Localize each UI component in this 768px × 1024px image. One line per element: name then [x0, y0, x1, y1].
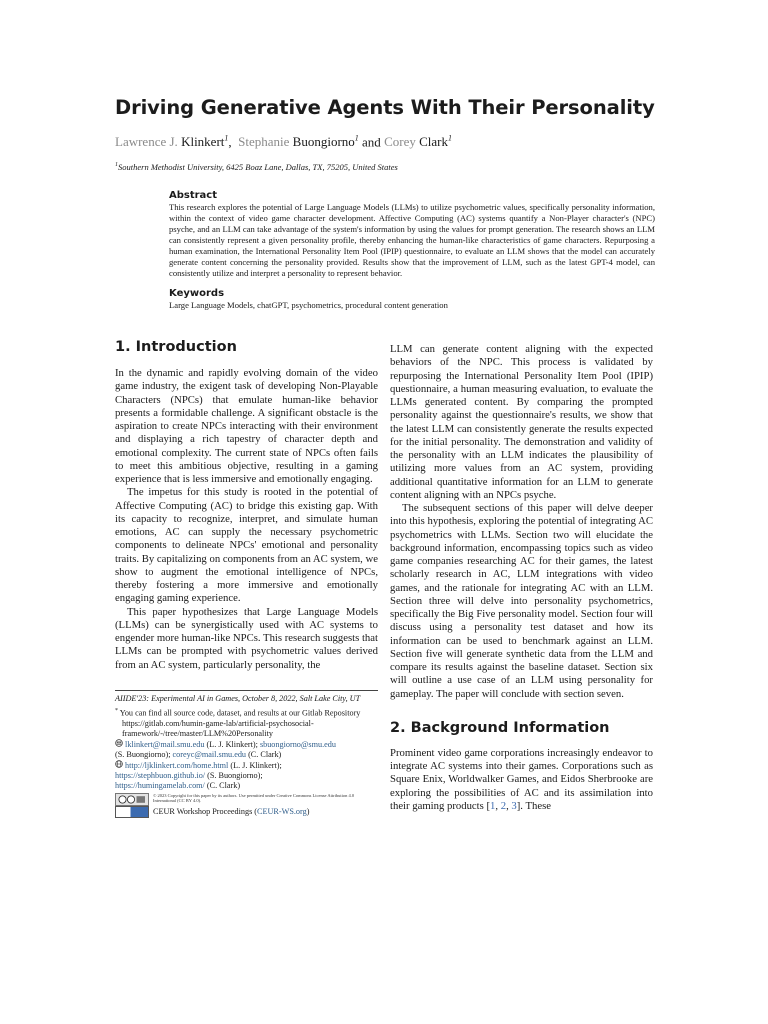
website-line: https://humingamelab.com/ (C. Clark): [115, 781, 241, 791]
email-link[interactable]: coreyc@mail.smu.edu: [172, 750, 247, 760]
email-line: (S. Buongiorno); coreyc@mail.smu.edu (C. Clark): [115, 750, 282, 760]
conference-note: AIIDE'23: Experimental AI in Games, October 8, 2022, Salt Lake City, UT: [115, 694, 361, 703]
website-line: http://ljklinkert.com/home.html (L. J. Klinkert);: [115, 760, 378, 771]
email-link[interactable]: lklinkert@mail.smu.edu: [125, 740, 205, 750]
author-3: Corey Clark$^1$: [384, 134, 452, 150]
citation-link[interactable]: 3: [511, 799, 517, 812]
footnotes: [115, 690, 378, 818]
intro-paragraph-3: This paper hypothesizes that Large Language Models (LLMs) can be synergistically used with AC systems to engender more human-like NPCs. This research suggests that LLMs can be prompted with psychometric values derived from an AC system, particularly personality, the: [115, 605, 378, 671]
website-line: https://stephbuon.github.io/ (S. Buongiorno);: [115, 771, 263, 781]
background-paragraph-1: Prominent video game corporations increasingly endeavor to integrate AC systems into their games. Corporations such as Square Enix, Worldwalker Games, and Eidos Sherbrooke are exploring the possibilities of AC and its assimilation into their gaming products [1, 2, 3]. These: [390, 746, 653, 812]
globe-icon: [115, 760, 123, 768]
repository-url[interactable]: https://gitlab.com/humin-game-lab/artificial-psychosocial-framework/-/tree/master/LLM%20Personality: [122, 718, 314, 739]
intro-paragraph-1: In the dynamic and rapidly evolving domain of the video game industry, the exigent task of developing Non-Playable Characters (NPCs) that emulate human-like behavior presents a formidable challenge. A significant obstacle is the aspiration to create NPCs interacting with their environment and displaying a rich tapestry of character depth and emotional complexity. The current state of NPCs often fails to meet this ambitious objective, resulting in a gaming experience that is less immersive and emotionally engaging.: [115, 367, 378, 485]
section-heading-background: 2. Background Information: [390, 719, 610, 736]
abstract-section: [169, 190, 655, 311]
code-availability-note: * You can find all source code, dataset, and results at our Gitlab Repository https://gitlab.com/humin-game-lab/artificial-psychosocial-framework/-/tree/master/LLM%20Personality: [115, 708, 361, 739]
affiliation: $^1$Southern Methodist University, 6425 Boaz Lane, Dallas, TX, 75205, United States: [115, 162, 398, 172]
abstract-heading: Abstract: [169, 190, 218, 201]
left-column: [115, 339, 378, 672]
author-2: Stephanie Buongiorno$^1$: [238, 134, 359, 150]
license-notice: [115, 793, 378, 806]
website-link[interactable]: https://stephbuon.github.io/: [115, 771, 206, 781]
abstract-text: This research explores the potential of Large Language Models (LLMs) to utilize psychometric values, specifically personality information, within the context of video game character development. Affective Computing (AC) systems quantify a Non-Player character's (NPC) psyche, and an LLM can take advantage of the system's information by using the values for prompt generation. The research shows an LLM can consistently represent a given personality profile, thereby enhancing the human-like characteristics of game characters. Repurposing a human examination, the International Personality Item Pool (IPIP) questionnaire, to evaluate an LLM shows that the model can accurately generate content concerning the personality provided. Results show that the improvement of LLM, such as the latest GPT-4 model, can consistently utilize and interpret a personality to represent behavior.: [169, 202, 655, 278]
author-1: Lawrence J. Klinkert$^1$: [115, 134, 229, 150]
citation-link[interactable]: 1: [490, 799, 496, 812]
creative-commons-badge-icon: [115, 793, 149, 806]
intro-paragraph-4: LLM can generate content aligning with the expected behaviors of the NPC. This process is validated by repurposing the International Personality Item Pool (IPIP) questionnaire, a human measuring evaluation, to evaluate the LLMs generated content. By comparing the prompted personality against the questionnaire's results, we show that the latest LLM can consistently generate the results expected for the initial personality. The demonstration and validity of the personality with an LLM indicates the plausibility of utilizing more values from an AC system, providing additional quantitative information for an LLM to generate content aligning with an NPCs psyche.: [390, 343, 653, 501]
license-text: © 2023 Copyright for this paper by its authors. Use permitted under Creative Commons License Attribution 4.0 International (CC BY 4.0).: [153, 792, 355, 803]
email-line: lklinkert@mail.smu.edu (L. J. Klinkert); sbuongiorno@smu.edu: [115, 739, 378, 750]
website-link[interactable]: https://humingamelab.com/: [115, 781, 205, 791]
intro-paragraph-5: The subsequent sections of this paper will delve deeper into this hypothesis, exploring the potential of integrating AC psychometrics with LLMs. Section two will elucidate the background information, encompassing topics such as video game companies researching AC for their games, the latest scholarly research in AC, LLM integrations with video games, and the rationale for integrating AC with an LLM. Section three will delve into personality psychometrics, specifically the Big Five personality model. Section four will discuss using a personality test dataset and how its information can be used to benchmark against an LLM. Section five will generate synthetic data from the LLM and compare its results against the baseline dataset. Section six will outline a use case of an LLM using personality for gameplay. The paper will conclude with section seven.: [390, 502, 653, 700]
cc-by-icon: [118, 795, 146, 804]
website-link[interactable]: http://ljklinkert.com/home.html: [125, 761, 229, 771]
ceur-ws-link[interactable]: CEUR-WS.org: [257, 806, 307, 816]
proceedings-line: CEUR Workshop Proceedings (CEUR-WS.org): [115, 806, 378, 818]
ceur-logo-icon: [115, 806, 149, 818]
email-link[interactable]: sbuongiorno@smu.edu: [259, 740, 336, 750]
author-list: Lawrence J. Klinkert$^1$, Stephanie Buongiorno$^1$ and Corey Clark$^1$: [115, 134, 452, 150]
keywords-text: Large Language Models, chatGPT, psychometrics, procedural content generation: [169, 300, 448, 310]
paper-title: Driving Generative Agents With Their Personality: [115, 96, 655, 119]
envelope-icon: [115, 739, 123, 747]
citation-link[interactable]: 2: [500, 799, 507, 812]
section-heading-introduction: 1. Introduction: [115, 339, 237, 355]
intro-paragraph-2: The impetus for this study is rooted in the potential of Affective Computing (AC) to bridge this existing gap. With its capacity to recognize, interpret, and simulate human emotions, AC can supply the necessary psychometric components to delineate NPCs' emotional and personality traits. By capitalizing on components from an AC system, we show to augment the emotional intelligence of NPCs, thereby fostering a more immersive and emotionally engaging gaming experience.: [115, 486, 378, 605]
keywords-heading: Keywords: [169, 288, 225, 299]
right-column: [390, 343, 653, 813]
